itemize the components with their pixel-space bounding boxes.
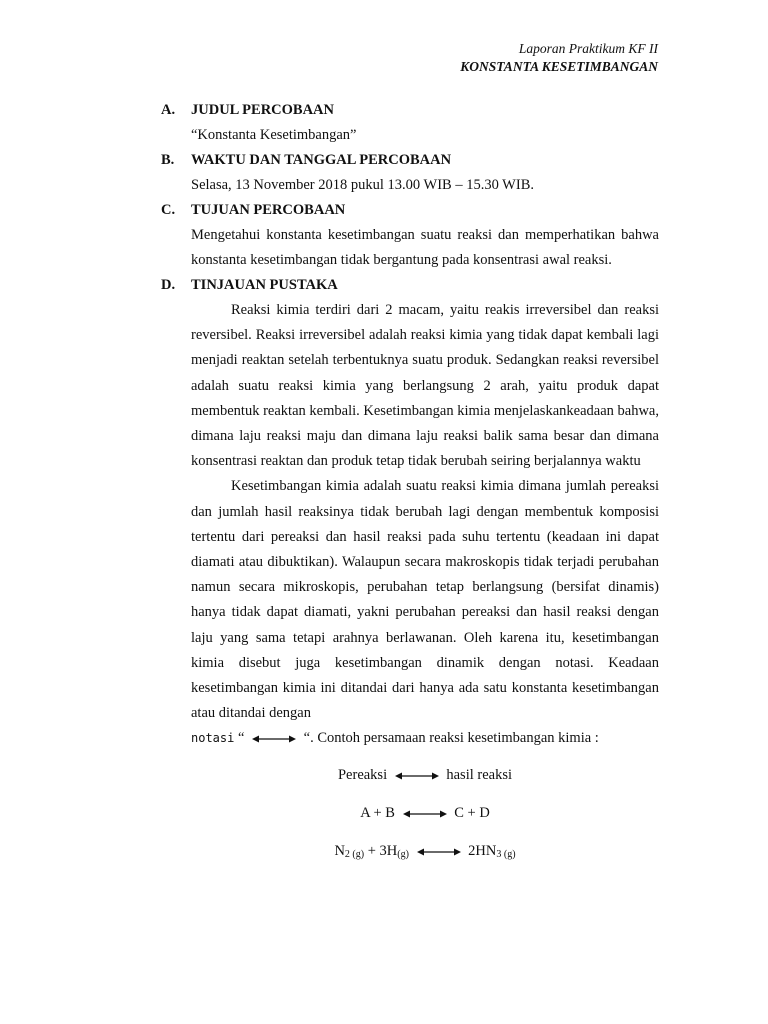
section-letter: D. xyxy=(161,277,176,293)
section-title: JUDUL PERCOBAAN xyxy=(191,102,334,118)
section-d-heading xyxy=(161,273,659,298)
equation-product: 2HN xyxy=(468,843,497,860)
section-letter: C. xyxy=(161,202,176,218)
section-c-body: Mengetahui konstanta kesetimbangan suatu reaksi dan memperhatikan bahwa konstanta kesetimbangan tidak bergantung pada konsentrasi awal reaksi. xyxy=(191,227,659,268)
equation-right: hasil reaksi xyxy=(446,767,512,784)
section-a-body: “Konstanta Kesetimbangan” xyxy=(191,127,357,143)
section-title: WAKTU DAN TANGGAL PERCOBAAN xyxy=(191,152,452,168)
equation-left: A + B xyxy=(360,805,395,822)
running-header xyxy=(460,40,658,76)
notasi-open-quote: “ xyxy=(237,730,245,747)
equation-n: N xyxy=(334,843,345,860)
section-c-heading xyxy=(161,198,659,223)
equation-h-subscript: (g) xyxy=(397,849,409,861)
double-headed-arrow-icon xyxy=(403,809,447,819)
notation-line xyxy=(191,726,659,751)
double-headed-arrow-icon xyxy=(417,847,461,857)
section-a-heading xyxy=(161,98,659,123)
double-headed-arrow-icon xyxy=(252,734,296,744)
equation-1 xyxy=(191,765,659,785)
equation-right: C + D xyxy=(454,805,490,822)
equation-left: Pereaksi xyxy=(337,767,388,784)
report-title: KONSTANTA KESETIMBANGAN xyxy=(460,59,658,74)
section-b-heading xyxy=(161,148,659,173)
report-subtitle: Laporan Praktikum KF II xyxy=(518,41,658,56)
notasi-close-text: “. Contoh persamaan reaksi kesetimbangan kimia : xyxy=(303,730,599,747)
paragraph: Kesetimbangan kimia adalah suatu reaksi kimia dimana jumlah pereaksi dan jumlah hasil reaksinya tidak berubah lagi dengan membentuk komposisi tertentu dari pereaksi dan hasil reaksi pada suhu tertentu (keadaan ini dapat diamati atau dibuktikan). Walaupun secara makroskopis tidak terjadi perubahan namun secara mikroskopis, perubahan tetap berlangsung (bersifat dinamis) hanya tidak dapat diamati, yakni perubahan pereaksi dan hasil reaksi dengan laju yang sama tetapi arahnya berlawanan. Oleh karena itu, kesetimbangan kimia disebut juga kesetimbangan dinamik dengan notasi. Keadaan kesetimbangan kimia ini ditandai dari hanya ada satu konstanta kesetimbangan atau ditandai dengan xyxy=(191,478,659,722)
equation-3 xyxy=(191,841,659,865)
section-letter: B. xyxy=(161,152,175,168)
double-headed-arrow-icon xyxy=(395,771,439,781)
section-letter: A. xyxy=(161,102,176,118)
paragraph: Reaksi kimia terdiri dari 2 macam, yaitu reakis irreversibel dan reaksi reversibel. Reaksi irreversibel adalah reaksi kimia yang tidak dapat kembali lagi menjadi reaktan setelah terbentuknya suatu produk. Sedangkan reaksi reversibel adalah suatu reaksi kimia yang berlangsung 2 arah, yaitu produk dapat membentuk reaktan kembali. Kesetimbangan kimia menjelaskankeadaan bahwa, dimana laju reaksi maju dan dimana laju reaksi balik sama besar dan dimana konsentrasi reaktan dan produk tetap tidak berubah seiring berjalannya waktu xyxy=(191,302,659,470)
equation-n-subscript: 2 (g) xyxy=(344,849,365,861)
document-body xyxy=(161,98,659,865)
equation-plus-h: + 3H xyxy=(364,843,398,860)
notasi-word: notasi xyxy=(191,731,235,746)
section-b-body: Selasa, 13 November 2018 pukul 13.00 WIB – 15.30 WIB. xyxy=(191,177,534,193)
section-title: TUJUAN PERCOBAAN xyxy=(191,202,346,218)
equation-product-subscript: 3 (g) xyxy=(496,849,516,861)
equation-2 xyxy=(191,803,659,823)
section-title: TINJAUAN PUSTAKA xyxy=(191,277,338,293)
